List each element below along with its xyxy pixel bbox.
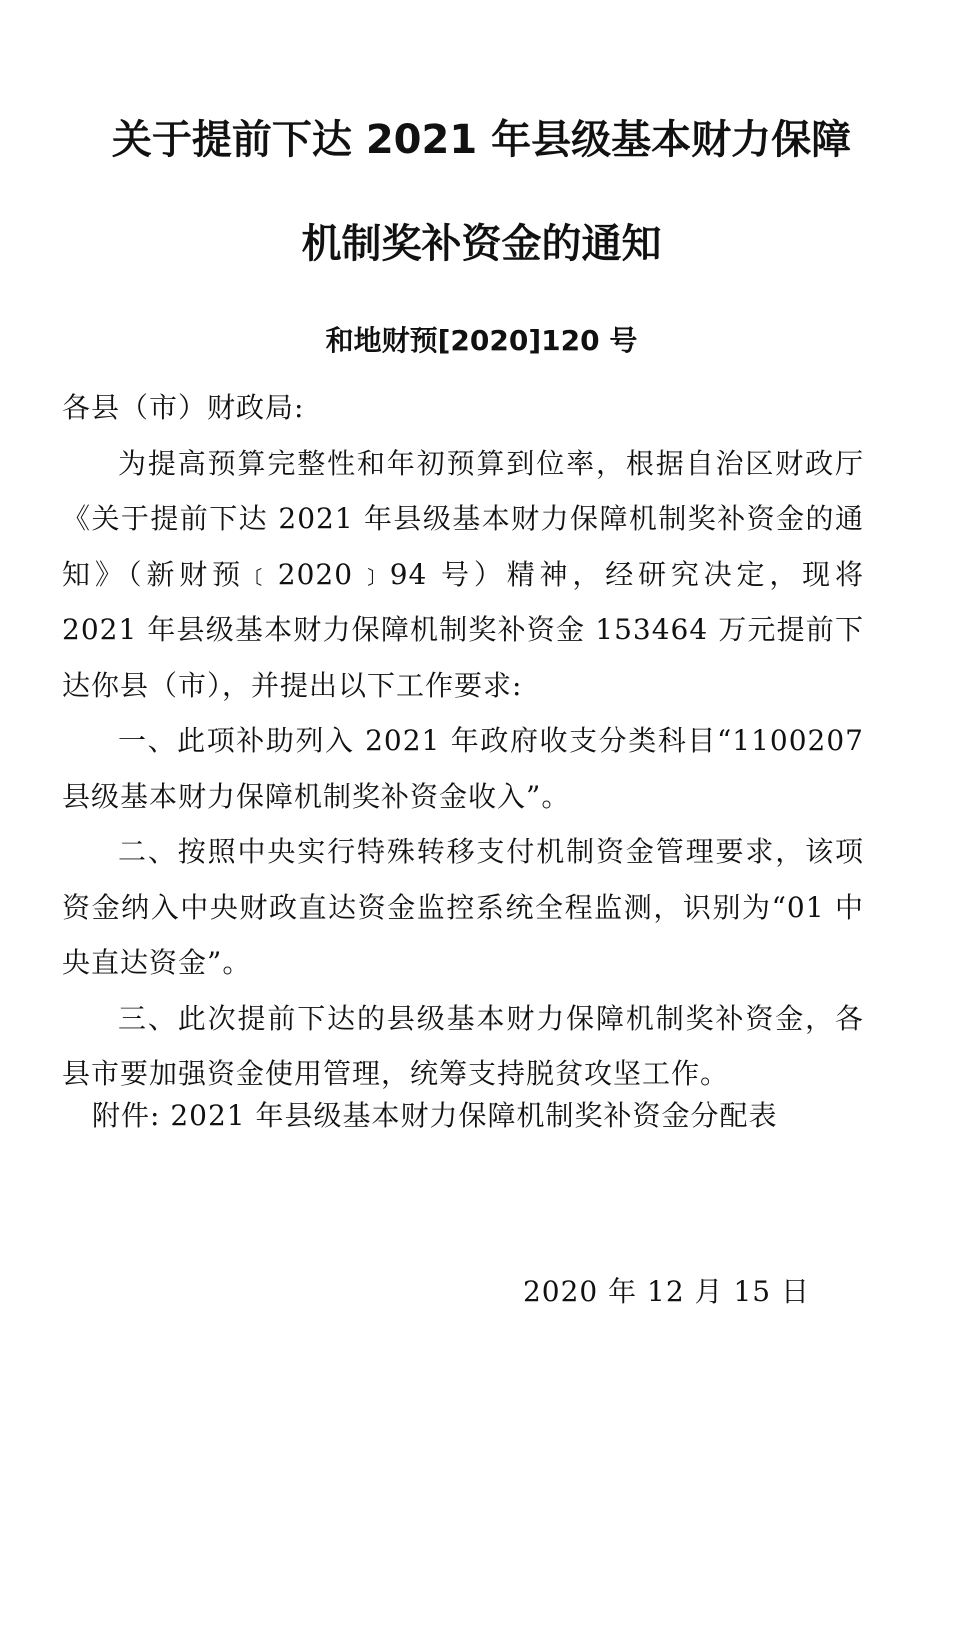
document-number: 和地财预[2020]120 号 (325, 324, 638, 357)
paragraph-intro: 为提高预算完整性和年初预算到位率，根据自治区财政厅《关于提前下达 2021 年县级基本财力保障机制奖补资金的通知》（新财预﹝2020﹞94 号）精神，经研究决定，现将 2021 年县级基本财力保障机制奖补资金 153464 万元提前下达你县（市），并提出以下工作要求: (62, 446, 864, 702)
salutation: 各县（市）财政局: (62, 391, 305, 424)
paragraph-item-1: 一、此项补助列入 2021 年政府收支分类科目“1100207 县级基本财力保障机制奖补资金收入”。 (62, 724, 864, 813)
paragraph-item-2: 二、按照中央实行特殊转移支付机制资金管理要求，该项资金纳入中央财政直达资金监控系统全程监测，识别为“01 中央直达资金”。 (62, 835, 864, 979)
document-date: 2020 年 12 月 15 日 (522, 1275, 810, 1308)
document-title-line-2: 机制奖补资金的通知 (301, 221, 662, 267)
paragraph-item-3: 三、此次提前下达的县级基本财力保障机制奖补资金，各县市要加强资金使用管理，统筹支持脱贫攻坚工作。 (62, 1001, 864, 1090)
document-title-line-1: 关于提前下达 2021 年县级基本财力保障 (111, 117, 852, 163)
attachment-note: 附件: 2021 年县级基本财力保障机制奖补资金分配表 (92, 1099, 778, 1132)
document-body (62, 380, 864, 1102)
